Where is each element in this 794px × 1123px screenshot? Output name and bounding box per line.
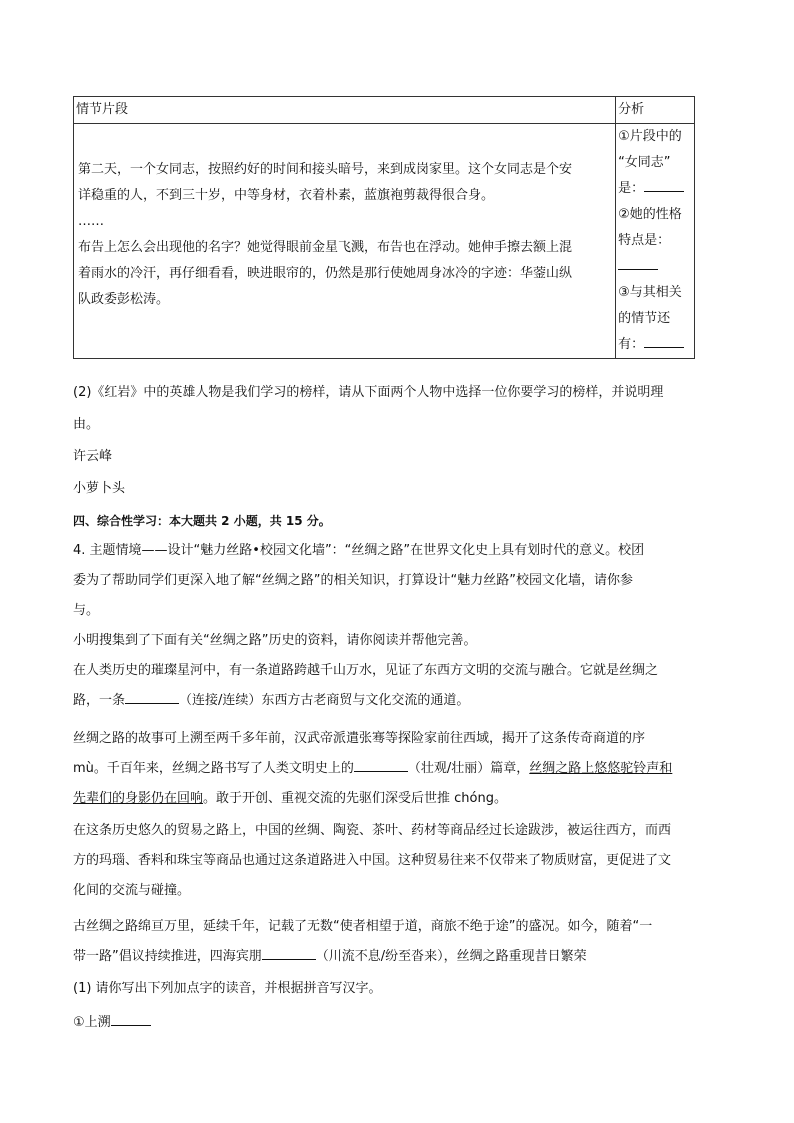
q4-paragraph-line: 古丝绸之路绵亘万里，延续千年，记载了无数“使者相望于道，商旅不绝于途”的盛况。如今，随着“一 xyxy=(73,919,653,934)
section-4-title: 四、综合性学习：本大题共 2 小题，共 15 分。 xyxy=(73,514,331,528)
passage-line: 队政委彭松涛。 xyxy=(78,292,170,307)
q4-paragraph-line: 丝绸之路的故事可上溯至两千多年前，汉武帝派遣张骞等探险家前往西域，揭开了这条传奇商道的序 xyxy=(73,731,646,746)
q4-paragraph-line: mù。千百年来，丝绸之路书写了人类文明史上的 （壮观/壮丽）篇章，丝绸之路上悠悠驼铃声和 xyxy=(73,756,718,782)
underlined-sentence: 丝绸之路上悠悠驼铃声和 xyxy=(529,761,673,776)
passage-line: 第二天，一个女同志，按照约好的时间和接头暗号，来到成岗家里。这个女同志是个安 xyxy=(78,162,573,177)
passage-line: 布告上怎么会出现他的名字？她觉得眼前金星飞溅，布告也在浮动。她伸手擦去额上混 xyxy=(78,240,573,255)
header-analysis: 分析 xyxy=(616,97,695,124)
header-plot-fragment: 情节片段 xyxy=(74,97,616,124)
answer-blank[interactable] xyxy=(111,1011,151,1026)
answer-blank[interactable] xyxy=(125,689,179,704)
analysis-line: 是： xyxy=(618,176,692,202)
question-2-line: 由。 xyxy=(73,417,100,432)
q4-paragraph-line: 方的玛瑙、香料和珠宝等商品也通过这条道路进入中国。这种贸易往来不仅带来了物质财富，更促进了文 xyxy=(73,853,672,868)
answer-blank[interactable] xyxy=(644,333,684,348)
table-body-row xyxy=(74,124,695,359)
q4-paragraph-line: 先辈们的身影仍在回响。敢于开创、重视交流的先驱们深受后世推 chóng。 xyxy=(73,791,507,806)
passage-cell xyxy=(74,124,616,359)
analysis-line: ③与其相关 xyxy=(618,285,682,300)
analysis-line xyxy=(618,254,692,280)
analysis-cell xyxy=(616,124,695,359)
answer-blank[interactable] xyxy=(618,255,658,270)
q4-paragraph-line: 路，一条 （连接/连续）东西方古老商贸与文化交流的通道。 xyxy=(73,688,718,714)
passage-line: 着雨水的冷汗，再仔细看看，映进眼帘的，仍然是那行使她周身冰冷的字迹：华蓥山纵 xyxy=(78,266,573,281)
q4-intro-line: 与。 xyxy=(73,603,100,618)
q4-paragraph-line: 在人类历史的璀璨星河中，有一条道路跨越千山万水，见证了东西方文明的交流与融合。它就是丝绸之 xyxy=(73,663,659,678)
answer-blank[interactable] xyxy=(354,757,408,772)
underlined-sentence: 先辈们的身影仍在回响 xyxy=(73,791,204,806)
q4-intro-line: 4. 主题情境——设计“魅力丝路•校园文化墙”：“丝绸之路”在世界文化史上具有划时代的意义。校团 xyxy=(73,543,645,558)
q4-paragraph-line: 化间的交流与碰撞。 xyxy=(73,883,191,898)
option-xu-yunfeng: 许云峰 xyxy=(73,449,113,464)
analysis-line: “女同志” xyxy=(618,155,671,170)
option-xiao-luobotou: 小萝卜头 xyxy=(73,481,126,496)
answer-blank[interactable] xyxy=(644,177,684,192)
passage-line: 详稳重的人，不到三十岁，中等身材，衣着朴素，蓝旗袍剪裁得很合身。 xyxy=(78,188,495,203)
analysis-line: ②她的性格 xyxy=(618,207,682,222)
passage-line: …… xyxy=(78,214,104,229)
q4-paragraph-line: 在这条历史悠久的贸易之路上，中国的丝绸、陶瓷、茶叶、药材等商品经过长途跋涉，被运往西方，而西 xyxy=(73,823,672,838)
q4-intro-line: 委为了帮助同学们更深入地了解“丝绸之路”的相关知识，打算设计“魅力丝路”校园文化墙，请你参 xyxy=(73,573,633,588)
analysis-line: 的情节还 xyxy=(618,311,671,326)
q4-paragraph: 小明搜集到了下面有关“丝绸之路”历史的资料，请你阅读并帮他完善。 xyxy=(73,633,477,648)
analysis-line: ①片段中的 xyxy=(618,129,682,144)
table-header-row xyxy=(74,97,695,124)
plot-analysis-table xyxy=(73,96,695,359)
sub-question-item: ①上溯 xyxy=(73,1010,718,1036)
sub-question-1: (1) 请你写出下列加点字的读音，并根据拼音写汉字。 xyxy=(73,981,382,996)
analysis-line: 特点是： xyxy=(618,233,671,248)
q4-paragraph-line: 带一路”倡议持续推进，四海宾朋 （川流不息/纷至沓来），丝绸之路重现昔日繁荣 xyxy=(73,944,718,970)
analysis-line: 有： xyxy=(618,332,692,358)
question-2-line: (2)《红岩》中的英雄人物是我们学习的榜样，请从下面两个人物中选择一位你要学习的榜样，并说明理 xyxy=(73,385,664,400)
answer-blank[interactable] xyxy=(262,945,316,960)
